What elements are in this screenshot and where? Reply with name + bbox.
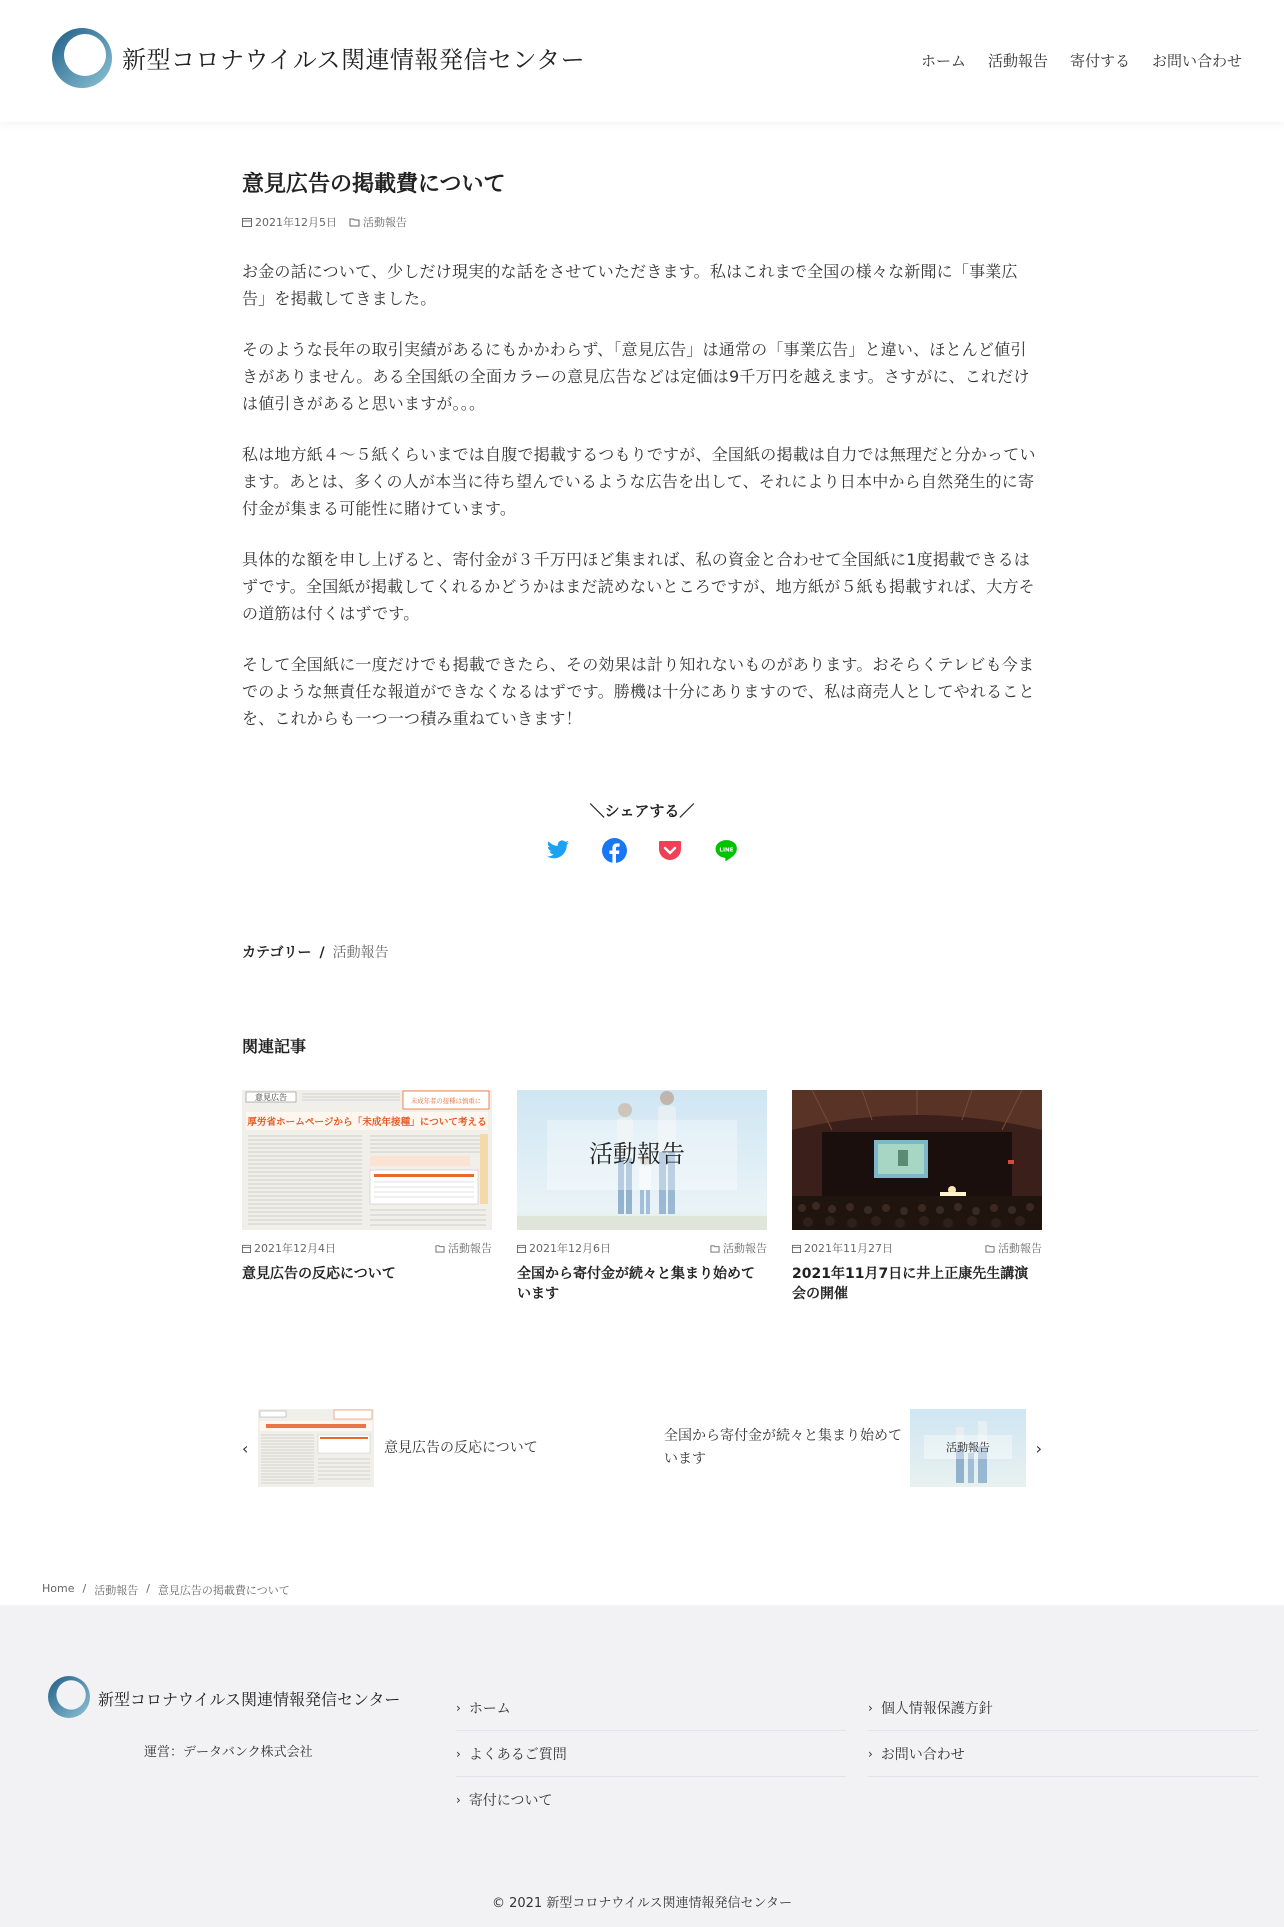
post-paragraph: お金の話について、少しだけ現実的な話をさせていただきます。私はこれまで全国の様々な新聞に「事業広告」を掲載してきました。 (242, 262, 1018, 308)
footer-link-faq[interactable] (456, 1731, 846, 1777)
related-title-link[interactable]: 全国から寄付金が続々と集まり始めています (517, 1266, 755, 1302)
thumb-overlay-text: 活動報告 (589, 1140, 685, 1168)
related-card[interactable] (242, 1090, 492, 1304)
newspaper-ad-image (242, 1090, 492, 1230)
related-date (517, 1240, 611, 1256)
next-post-title[interactable]: 全国から寄付金が続々と集まり始めています (664, 1428, 902, 1467)
post-paragraph: そして全国紙に一度だけでも掲載できたら、その効果は計り知れないものがあります。おそらくテレビも今までのような無責任な報道ができなくなるはずです。勝機は十分にありますので、私は商売人としてやれることを、これからも一つ一つ積み重ねていきます！ (242, 655, 1035, 728)
related-meta (517, 1240, 767, 1256)
footer-operator: 運営：データバンク株式会社 (144, 1745, 313, 1760)
site-title[interactable]: 新型コロナウイルス関連情報発信センター (122, 46, 586, 74)
footer-link-label[interactable]: 寄付について (468, 1793, 553, 1809)
footer-link-label[interactable]: ホーム (468, 1700, 511, 1717)
footer-logo-icon[interactable] (48, 1676, 90, 1718)
footer-link-label[interactable]: よくあるご質問 (468, 1746, 567, 1763)
footer-link-label[interactable]: お問い合わせ (880, 1746, 965, 1763)
prev-post-link[interactable] (242, 1408, 632, 1488)
chevron-right-icon: › (456, 1793, 461, 1807)
copyright: © 2021 新型コロナウイルス関連情報発信センター (491, 1896, 793, 1911)
share-facebook-button[interactable] (601, 837, 627, 863)
related-meta (792, 1240, 1042, 1256)
folder-icon (710, 1244, 720, 1253)
lecture-hall-image (792, 1090, 1042, 1230)
post-category[interactable] (349, 214, 407, 230)
folder-icon (349, 217, 360, 227)
family-photo-image (910, 1409, 1026, 1487)
calendar-icon (792, 1244, 801, 1253)
breadcrumb (42, 1582, 290, 1598)
related-date (242, 1240, 336, 1256)
post-navigation (242, 1408, 1042, 1488)
facebook-icon (602, 838, 627, 863)
share-twitter-button[interactable] (545, 837, 571, 863)
category-row (242, 942, 389, 962)
family-photo-image (517, 1090, 767, 1230)
related-date-text: 2021年12月4日 (254, 1242, 336, 1255)
footer-link-donation-info[interactable] (456, 1777, 846, 1823)
nav-donate[interactable]: 寄付する (1069, 52, 1130, 70)
line-icon (714, 838, 739, 863)
next-post-link[interactable] (652, 1408, 1042, 1488)
site-header (0, 0, 1284, 122)
footer-menu-left (456, 1685, 846, 1823)
nav-home[interactable]: ホーム (920, 52, 966, 70)
related-date-text: 2021年12月6日 (529, 1242, 611, 1255)
related-thumbnail[interactable] (792, 1090, 1042, 1230)
post-date-text: 2021年12月5日 (255, 216, 337, 229)
calendar-icon (517, 1244, 526, 1253)
post-body (242, 258, 1042, 732)
post-paragraph: 具体的な額を申し上げると、寄付金が３千万円ほど集まれば、私の資金と合わせて全国紙に1度掲載できるはずです。全国紙が掲載してくれるかどうかはまだ読めないところですが、地方紙が５紙も掲載すれば、大方その道筋は付くはずです。 (242, 550, 1035, 623)
related-category (435, 1240, 492, 1256)
related-category (985, 1240, 1042, 1256)
category-link[interactable]: 活動報告 (332, 945, 389, 961)
site-logo-icon[interactable] (52, 28, 112, 88)
related-date (792, 1240, 893, 1256)
post-title: 意見広告の掲載費について (242, 172, 506, 197)
folder-icon (435, 1244, 445, 1253)
footer-site-title[interactable]: 新型コロナウイルス関連情報発信センター (98, 1690, 401, 1709)
related-title: 関連記事 (242, 1037, 307, 1056)
thumb-heading: 意見広告 (255, 1093, 287, 1102)
article (242, 170, 1042, 756)
newspaper-ad-image (258, 1409, 374, 1487)
category-label: カテゴリー (242, 945, 312, 961)
global-nav (921, 50, 1242, 71)
prev-post-title[interactable]: 意見広告の反応について (384, 1439, 538, 1456)
chevron-right-icon: › (868, 1700, 873, 1715)
post-meta (242, 214, 1042, 230)
post-paragraph: そのような長年の取引実績があるにもかかわらず、「意見広告」は通常の「事業広告」と違い、ほとんど値引きがありません。ある全国紙の全面カラーの意見広告などは定価は9千万円を越えます。さすがに、これだけは値引きがあると思いますが。。。 (242, 340, 1030, 413)
share-section (0, 800, 1284, 863)
chevron-right-icon: › (868, 1746, 873, 1761)
breadcrumb-home[interactable]: Home (42, 1582, 75, 1595)
site-footer (0, 1605, 1284, 1927)
related-thumbnail[interactable] (517, 1090, 767, 1230)
folder-icon (985, 1244, 995, 1253)
pocket-icon (658, 838, 682, 862)
related-category-text: 活動報告 (723, 1242, 767, 1255)
breadcrumb-separator: / (146, 1582, 150, 1595)
share-buttons (0, 837, 1284, 863)
footer-link-privacy[interactable] (868, 1685, 1258, 1731)
next-thumb-overlay: 活動報告 (946, 1441, 990, 1454)
category-separator: / (319, 945, 325, 961)
nav-activity-report[interactable]: 活動報告 (987, 52, 1048, 70)
related-card[interactable] (792, 1090, 1042, 1304)
related-title-link[interactable]: 2021年11月7日に井上正康先生講演会の開催 (792, 1266, 1029, 1302)
chevron-right-icon: › (456, 1746, 461, 1761)
chevron-left-icon: ‹ (242, 1438, 249, 1458)
prev-post-thumbnail (258, 1409, 374, 1487)
related-thumbnail[interactable] (242, 1090, 492, 1230)
related-category-text: 活動報告 (448, 1242, 492, 1255)
next-post-thumbnail (910, 1409, 1026, 1487)
calendar-icon (242, 217, 252, 227)
share-title: ＼シェアする／ (589, 802, 695, 820)
footer-link-label[interactable]: 個人情報保護方針 (880, 1700, 993, 1717)
footer-menu-right (868, 1685, 1258, 1777)
related-date-text: 2021年11月27日 (804, 1242, 893, 1255)
breadcrumb-current: 意見広告の掲載費について (157, 1584, 290, 1597)
related-category (710, 1240, 767, 1256)
share-pocket-button[interactable] (657, 837, 683, 863)
share-line-button[interactable] (713, 837, 739, 863)
post-category-text[interactable]: 活動報告 (363, 216, 407, 229)
twitter-icon (546, 838, 570, 862)
related-posts (242, 1090, 1042, 1304)
breadcrumb-category[interactable]: 活動報告 (94, 1584, 139, 1597)
post-date (242, 214, 337, 230)
nav-contact[interactable]: お問い合わせ (1151, 52, 1242, 70)
related-title-link[interactable]: 意見広告の反応について (242, 1266, 396, 1282)
chevron-right-icon: › (1035, 1438, 1042, 1458)
post-paragraph: 私は地方紙４～５紙くらいまでは自腹で掲載するつもりですが、全国紙の掲載は自力では無理だと分かっています。あとは、多くの人が本当に待ち望んでいるような広告を出して、それにより日本中から自然発生的に寄付金が集まる可能性に賭けています。 (242, 445, 1036, 518)
related-card[interactable] (517, 1090, 767, 1304)
chevron-right-icon: › (456, 1700, 461, 1715)
line-label: LINE (718, 847, 734, 854)
related-category-text: 活動報告 (998, 1242, 1042, 1255)
footer-link-contact[interactable] (868, 1731, 1258, 1777)
thumb-side-title: 未成年者の接種は慎重に (410, 1097, 482, 1105)
calendar-icon (242, 1244, 251, 1253)
related-meta (242, 1240, 492, 1256)
footer-link-home[interactable] (456, 1685, 846, 1731)
breadcrumb-separator: / (82, 1582, 87, 1595)
thumb-banner: 厚労省ホームページから「未成年接種」について考える (247, 1117, 487, 1128)
